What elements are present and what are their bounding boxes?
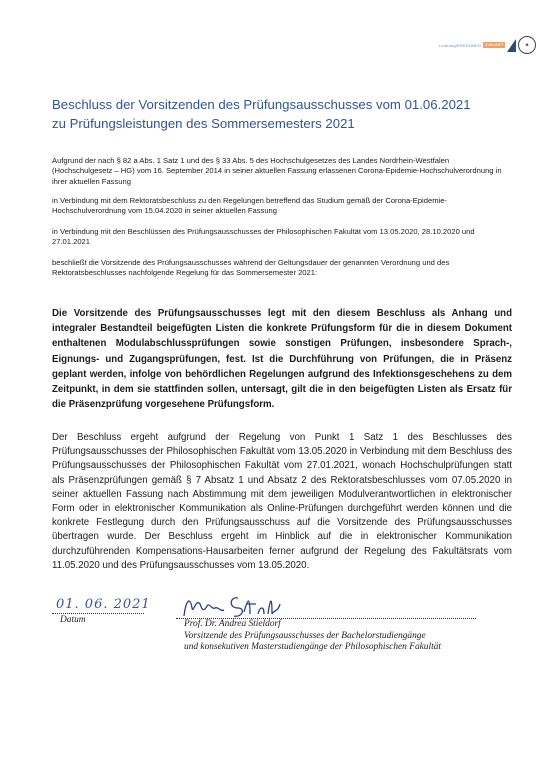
- handwritten-date: 01. 06. 2021: [56, 597, 151, 612]
- logo-triangle-icon: [507, 39, 516, 52]
- title-line-2: zu Prüfungsleistungen des Sommersemesters 2021: [52, 116, 355, 131]
- preamble-paragraph-4: beschließt die Vorsitzende des Prüfungsausschusses während der Geltungsdauer der genannten Verordnung und des Rektoratsbeschlusses nachfolgende Regelung für das Sommersemester 2021:: [52, 258, 450, 278]
- signer-name: Prof. Dr. Andrea Stieldorf: [184, 619, 281, 629]
- date-label: Datum: [60, 615, 86, 625]
- preamble-paragraph-2: in Verbindung mit dem Rektoratsbeschluss zu den Regelungen betreffend das Studium gemäß der Corona-Epidemie-Hochschulverordnung vom 15.04.2020 in seiner aktuellen Fassung: [52, 196, 447, 216]
- university-logo: [439, 36, 536, 54]
- preamble-paragraph-3: in Verbindung mit den Beschlüssen des Prüfungsausschusses der Philosophischen Fakultät vom 13.05.2020, 28.10.2020 und 27.01.2021: [52, 227, 475, 247]
- handwritten-signature: [180, 590, 310, 620]
- title-line-1: Beschluss der Vorsitzenden des Prüfungsausschusses vom 01.06.2021: [52, 97, 471, 112]
- decision-paragraph: Die Vorsitzende des Prüfungsausschusses legt mit den diesem Beschluss als Anhang und integraler Bestandteil beigefügten Listen die konkrete Prüfungsform für die in diesem Dokument enthaltenen Modulabschlussprüfungen sowie sonstigen Prüfungen, insbesondere Sprach-, Eignungs- und Zugangsprüfungen, fest. Ist die Durchführung von Prüfungen, die in Präsenz geplant werden, infolge von behördlichen Regelungen aufgrund des Infektionsgeschehens zu dem Zeitpunkt, in dem sie stattfinden sollen, untersagt, gilt die in den beigefügten Listen als Ersatz für die Präsenzprüfung vorgesehene Prüfungsform.: [52, 308, 512, 411]
- logo-bar: [483, 42, 505, 48]
- logo-text: Leistung/ERKENNEN: [439, 42, 481, 48]
- signer-role-line-1: Vorsitzende des Prüfungsausschusses der Bachelorstudiengänge: [184, 630, 426, 641]
- signer-block: [184, 619, 524, 654]
- university-seal-icon: ✦: [518, 36, 536, 54]
- signer-role-line-2: und konsekutiven Masterstudiengänge der Philosophischen Fakultät: [184, 642, 441, 653]
- logo-bar-text: ZUKUNFT: [485, 42, 504, 47]
- preamble-paragraph-1: Aufgrund der nach § 82 a Abs. 1 Satz 1 und des § 33 Abs. 5 des Hochschulgesetzes des Landes Nordrhein-Westfalen (Hochschulgesetz – HG) vom 16. September 2014 in seiner aktuellen Fassung erlassenen Corona-Epidemie-Hochschulverordnung in ihrer aktuellen Fassung: [52, 156, 502, 186]
- date-line: [52, 613, 144, 614]
- document-title: [52, 95, 512, 133]
- rationale-paragraph: Der Beschluss ergeht aufgrund der Regelung von Punkt 1 Satz 1 des Beschlusses des Prüfungsausschusses der Philosophischen Fakultät vom 13.05.2020 in Verbindung mit dem Beschluss des Prüfungsausschusses der Philosophischen Fakultät vom 27.01.2021, wonach Hochschulprüfungen statt als Präsenzprüfungen gemäß § 7 Absatz 1 und Absatz 2 des Rektoratsbeschlusses vom 07.05.2020 in seiner aktuellen Fassung nach Abstimmung mit dem jeweiligen Modulverantwortlichen in elektronischer Form oder in elektronischer Kommunikation als Online-Prüfungen durchgeführt werden können und die konkrete Festlegung durch den Prüfungsausschuss auf die Vorsitzende des Prüfungsausschusses übertragen wurde. Der Beschluss ergeht im Hinblick auf die in elektronischer Kommunikation durchzuführenden Kompensations-Hausarbeiten ferner aufgrund der Regelung des Fakultätsrats vom 11.05.2020 und des Prüfungsausschusses vom 13.05.2020.: [52, 432, 512, 571]
